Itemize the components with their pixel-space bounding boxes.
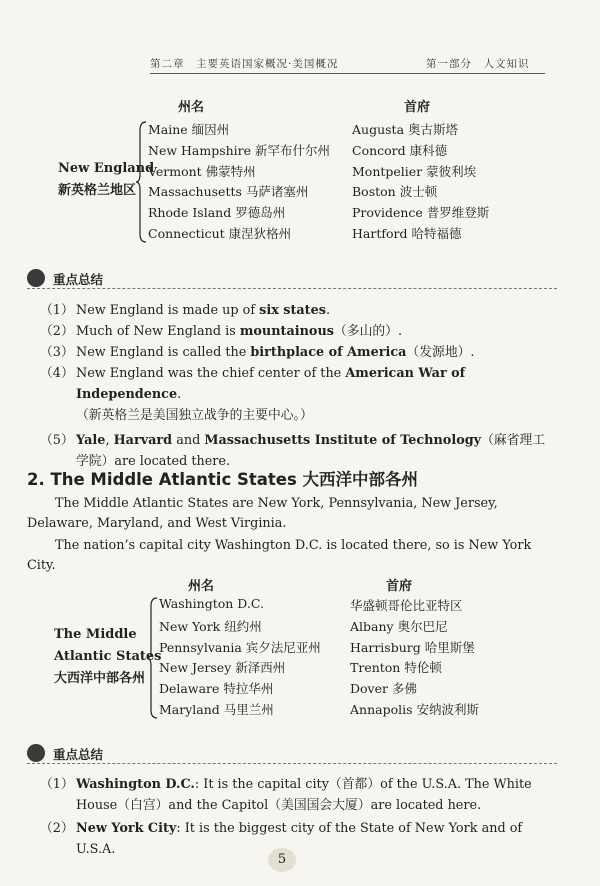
list-item: （3） New England is called the birthplace of America（发源地）. [40,345,475,360]
region-label-en: New England [58,161,155,176]
state-cell: Massachusetts 马萨诸塞州 [148,184,309,200]
state-column-header: 州名 [178,100,205,115]
paragraph: The Middle Atlantic States are New York, Pennsylvania, New Jersey, Delaware, Maryland, and West Virginia. [27,496,498,531]
capital-cell: Annapolis 安纳波利斯 [350,701,479,717]
list-item: （1） Washington D.C.: It is the capital city（首都）of the U.S.A. The White House（白宫）and the Capitol（美国国会大厦）are located here. [40,777,532,813]
state-list [159,596,321,721]
paragraph: The nation’s capital city Washington D.C. is located there, so is New York City. [27,538,532,573]
capital-list [352,120,489,245]
capital-cell: Boston 波士顿 [352,184,438,200]
capital-cell: 华盛顿哥伦比亚特区 [350,598,463,613]
list-item: （4） New England was the chief center of the American War of Independence. （新英格兰是美国独立战争的主要中心。） [40,366,466,423]
capital-cell: Dover 多佛 [350,681,417,697]
state-cell: New Jersey 新泽西州 [159,660,286,676]
state-column-header: 州名 [188,579,215,594]
section-title: 2. The Middle Atlantic States 大西洋中部各州 [27,470,419,489]
capital-column-header: 首府 [404,100,431,115]
region-label-en: The Middle [54,627,137,642]
capital-cell: Augusta 奥古斯塔 [352,122,458,137]
part-header: 第一部分 人文知识 [426,58,530,70]
state-cell: Maryland 马里兰州 [159,701,274,717]
region-label-zh: 大西洋中部各州 [54,671,146,686]
state-cell: Pennsylvania 宾夕法尼亚州 [159,639,321,655]
bullet-icon [27,269,45,287]
header-rule [150,73,545,74]
region-label-zh: 新英格兰地区 [58,183,137,198]
state-cell: Connecticut 康涅狄格州 [148,225,292,241]
bullet-icon [27,744,45,762]
region-label-en: Atlantic States [54,649,162,664]
list-item: （2） Much of New England is mountainous（多山的）. [40,324,403,339]
state-cell: New York 纽约州 [159,618,262,634]
state-cell: New Hampshire 新罕布什尔州 [148,142,331,158]
state-cell: Washington D.C. [159,596,264,611]
summary-label: 重点总结 [53,747,104,762]
dashed-divider [27,288,557,289]
summary-label: 重点总结 [53,272,104,287]
capital-cell: Albany 奥尔巴尼 [350,618,448,634]
list-item: （5） Yale, Harvard and Massachusetts Institute of Technology（麻省理工学院）are located there. [40,433,546,469]
state-cell: Vermont 佛蒙特州 [148,163,256,179]
list-item: （1） New England is made up of six states. [40,303,331,318]
capital-cell: Trenton 特伦顿 [350,660,442,676]
capital-cell: Montpelier 蒙彼利埃 [352,163,477,179]
chapter-header: 第二章 主要英语国家概况·美国概况 [150,58,339,70]
capital-list [350,596,479,721]
page-header [0,0,600,80]
page-number: 5 [268,848,296,872]
capital-column-header: 首府 [386,579,413,594]
dashed-divider [27,763,557,764]
state-list [148,120,330,245]
summary-list [40,774,550,860]
capital-cell: Concord 康科德 [352,142,448,158]
capital-cell: Harrisburg 哈里斯堡 [350,639,475,655]
brace-icon [147,596,159,720]
state-cell: Maine 缅因州 [148,122,230,137]
state-cell: Delaware 特拉华州 [159,681,274,697]
brace-icon [136,120,148,244]
capital-cell: Providence 普罗维登斯 [352,205,490,221]
summary-list [40,300,550,472]
region-label [54,624,161,690]
capital-cell: Hartford 哈特福德 [352,225,462,241]
state-cell: Rhode Island 罗德岛州 [148,205,286,221]
list-item: （2） New York City: It is the biggest city of the State of New York and of U.S.A. [40,821,523,857]
